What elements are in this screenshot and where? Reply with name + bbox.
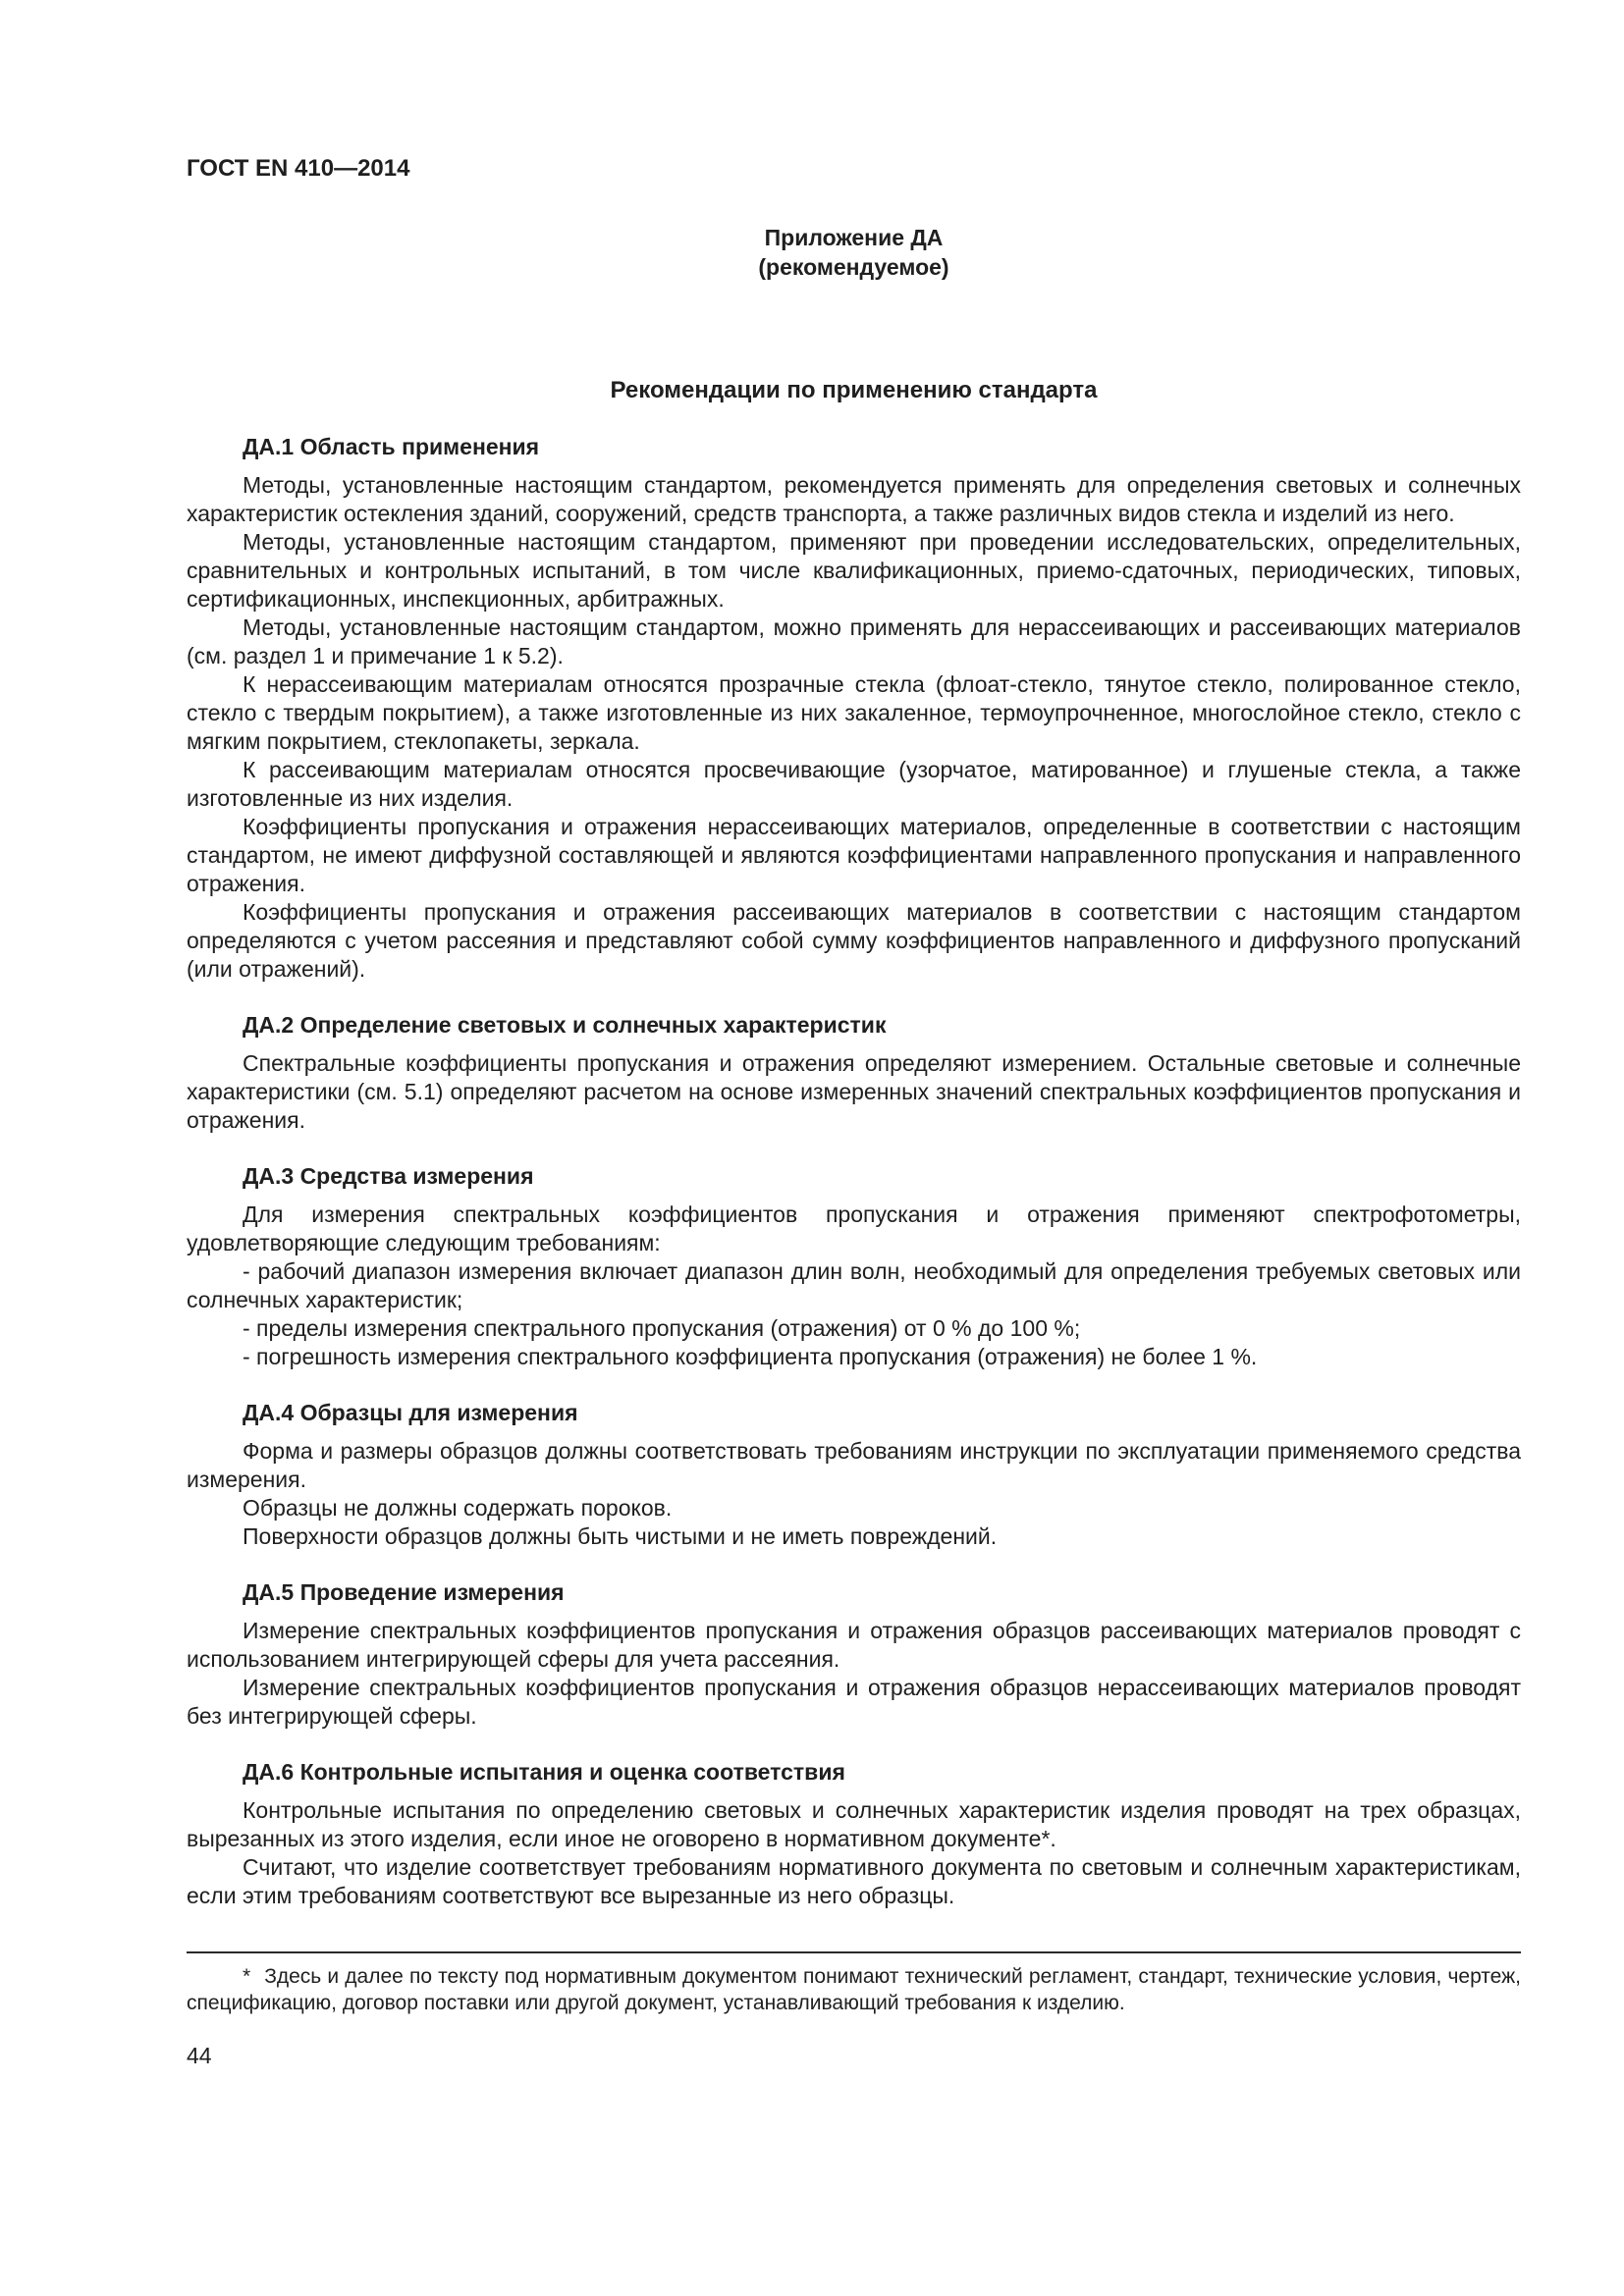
footnote-text xyxy=(187,1963,1521,2016)
list-item-paragraph: - рабочий диапазон измерения включает диапазон длин волн, необходимый для определения требуемых световых или солнечных характеристик; xyxy=(187,1258,1521,1312)
paragraph: Контрольные испытания по определению световых и солнечных характеристик изделия проводят на трех образцах, вырезанных из этого изделия, если иное не оговорено в нормативном документе*. xyxy=(187,1797,1521,1851)
page-title: Рекомендации по применению стандарта xyxy=(610,377,1098,403)
paragraph: К рассеивающим материалам относятся просвечивающие (узорчатое, матированное) и глушеные стекла, а также изготовленные из них изделия. xyxy=(187,757,1521,811)
paragraph: К нерассеивающим материалам относятся прозрачные стекла (флоат-стекло, тянутое стекло, полированное стекло, стекло с твердым покрытием), а также изготовленные из них закаленное, термоупрочненное, многослойное стекло, стекло с мягким покрытием, стеклопакеты, зеркала. xyxy=(187,671,1521,754)
section-da1 xyxy=(187,433,1521,984)
paragraph: Коэффициенты пропускания и отражения рассеивающих материалов в соответствии с настоящим стандартом определяются с учетом рассеяния и представляют собой сумму коэффициентов направленного и диффузного пропусканий (или отражений). xyxy=(187,899,1521,982)
section-heading: ДА.2 Определение световых и солнечных характеристик xyxy=(243,1012,887,1038)
section-heading: ДА.5 Проведение измерения xyxy=(243,1579,565,1605)
section-heading: ДА.1 Область применения xyxy=(243,434,540,459)
page-number: 44 xyxy=(187,2043,212,2068)
paragraph: Методы, установленные настоящим стандартом, применяют при проведении исследовательских, определительных, сравнительных и контрольных испытаний, в том числе квалификационных, приемо-сдаточных, периодических, типовых, сертификационных, инспекционных, арбитражных. xyxy=(187,529,1521,612)
section-da6 xyxy=(187,1758,1521,1910)
paragraph: Образцы не должны содержать пороков. xyxy=(243,1495,673,1521)
footnote xyxy=(187,1951,1521,2016)
paragraph: Считают, что изделие соответствует требованиям нормативного документа по световым и солнечным характеристикам, если этим требованиям соответствуют все вырезанные из него образцы. xyxy=(187,1854,1521,1908)
section-da4 xyxy=(187,1399,1521,1551)
annex-label: Приложение ДА xyxy=(764,225,944,250)
list-item-paragraph: - погрешность измерения спектрального коэффициента пропускания (отражения) не более 1 %. xyxy=(243,1344,1258,1369)
annex-kind: (рекомендуемое) xyxy=(758,254,949,280)
list-item-paragraph: - пределы измерения спектрального пропускания (отражения) от 0 % до 100 %; xyxy=(243,1315,1081,1341)
paragraph: Поверхности образцов должны быть чистыми и не иметь повреждений. xyxy=(243,1523,998,1549)
annex-block xyxy=(187,223,1521,282)
section-heading: ДА.4 Образцы для измерения xyxy=(243,1400,578,1425)
section-da5 xyxy=(187,1578,1521,1731)
section-da3 xyxy=(187,1162,1521,1371)
paragraph: Методы, установленные настоящим стандартом, можно применять для нерассеивающих и рассеивающих материалов (см. раздел 1 и примечание 1 к 5.2). xyxy=(187,614,1521,668)
document-body xyxy=(187,433,1521,1910)
paragraph: Измерение спектральных коэффициентов пропускания и отражения образцов нерассеивающих материалов проводят без интегрирующей сферы. xyxy=(187,1675,1521,1729)
running-header: ГОСТ EN 410—2014 xyxy=(187,155,410,182)
paragraph: Спектральные коэффициенты пропускания и отражения определяют измерением. Остальные световые и солнечные характеристики (см. 5.1) определяют расчетом на основе измеренных значений спектральных коэффициентов пропускания и отражения. xyxy=(187,1050,1521,1133)
paragraph: Методы, установленные настоящим стандартом, рекомендуется применять для определения световых и солнечных характеристик остекления зданий, сооружений, средств транспорта, а также различных видов стекла и изделий из него. xyxy=(187,472,1521,526)
section-heading: ДА.6 Контрольные испытания и оценка соответствия xyxy=(243,1759,845,1785)
paragraph: Форма и размеры образцов должны соответствовать требованиям инструкции по эксплуатации применяемого средства измерения. xyxy=(187,1438,1521,1492)
paragraph: Измерение спектральных коэффициентов пропускания и отражения образцов рассеивающих материалов проводят с использованием интегрирующей сферы для учета рассеяния. xyxy=(187,1618,1521,1672)
paragraph: Для измерения спектральных коэффициентов пропускания и отражения применяют спектрофотометры, удовлетворяющие следующим требованиям: xyxy=(187,1201,1521,1255)
section-heading: ДА.3 Средства измерения xyxy=(243,1163,534,1189)
footnote-marker: * xyxy=(243,1965,251,1988)
paragraph: Коэффициенты пропускания и отражения нерассеивающих материалов, определенные в соответствии с настоящим стандартом, не имеют диффузной составляющей и являются коэффициентами направленного пропускания и направленного отражения. xyxy=(187,814,1521,896)
footnote-body: Здесь и далее по тексту под нормативным документом понимают технический регламент, стандарт, технические условия, чертеж, спецификацию, договор поставки или другой документ, устанавливающий требования к изделию. xyxy=(187,1965,1521,2014)
section-da2 xyxy=(187,1011,1521,1135)
